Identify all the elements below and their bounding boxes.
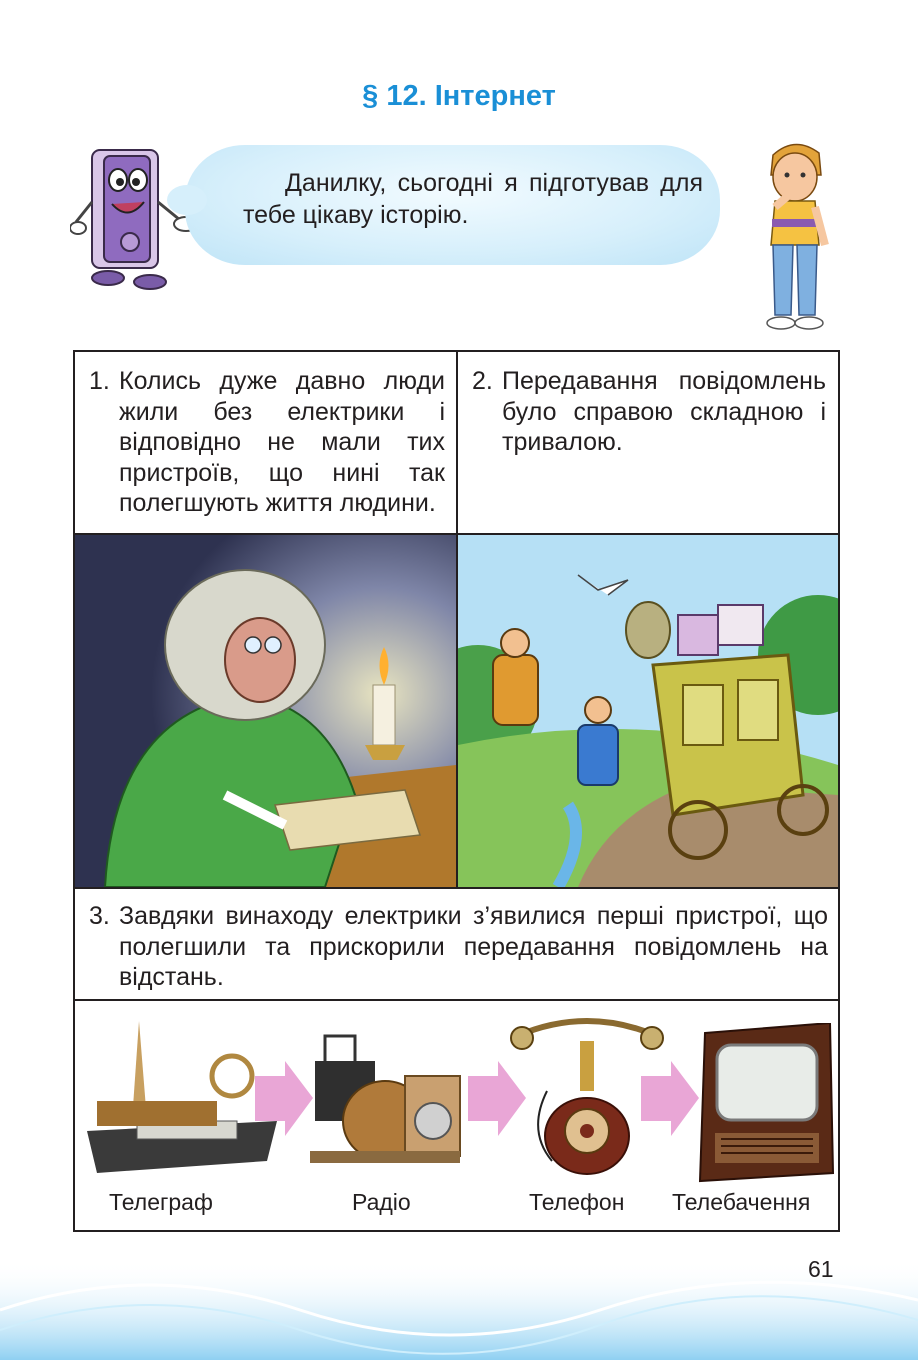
row-divider [75, 887, 838, 889]
telegraph-icon [77, 1011, 277, 1181]
device-label-telegraph: Телеграф [109, 1189, 213, 1215]
story-item-3 [75, 901, 838, 993]
speech-text: Данилку, сьогодні я підготував для тебе цікаву історію. [243, 169, 703, 229]
device-label-radio: Радіо [352, 1189, 411, 1215]
story-item-number: 3. [89, 902, 110, 930]
devices-row [75, 1001, 838, 1230]
story-item-number: 2. [472, 367, 493, 395]
story-item-text: Завдяки винаходу електрики з’явилися перші пристрої, що полегшили та прискорили передавання повідомлень на відстань. [119, 902, 828, 991]
boy-character-icon [745, 135, 845, 335]
story-item-2 [458, 366, 836, 458]
arrow-icon [641, 1061, 701, 1136]
page-title: § 12. Інтернет [362, 80, 556, 112]
scholar-illustration [75, 535, 456, 887]
story-table [73, 350, 840, 1232]
story-item-1 [75, 366, 453, 519]
television-icon [695, 1023, 835, 1183]
page-number: 61 [808, 1256, 834, 1282]
story-item-text: Передавання повідомлень було справою складною і тривалою. [502, 367, 826, 456]
device-label-telephone: Телефон [529, 1189, 625, 1215]
radio-icon [305, 1021, 470, 1186]
decorative-wave [0, 1240, 918, 1360]
device-label-television: Телебачення [672, 1189, 811, 1215]
messengers-illustration [458, 535, 838, 887]
story-item-number: 1. [89, 367, 110, 395]
story-item-text: Колись дуже давно люди жили без електрики і відповідно не мали тих пристроїв, що нині так полегшують життя людини. [119, 367, 445, 517]
